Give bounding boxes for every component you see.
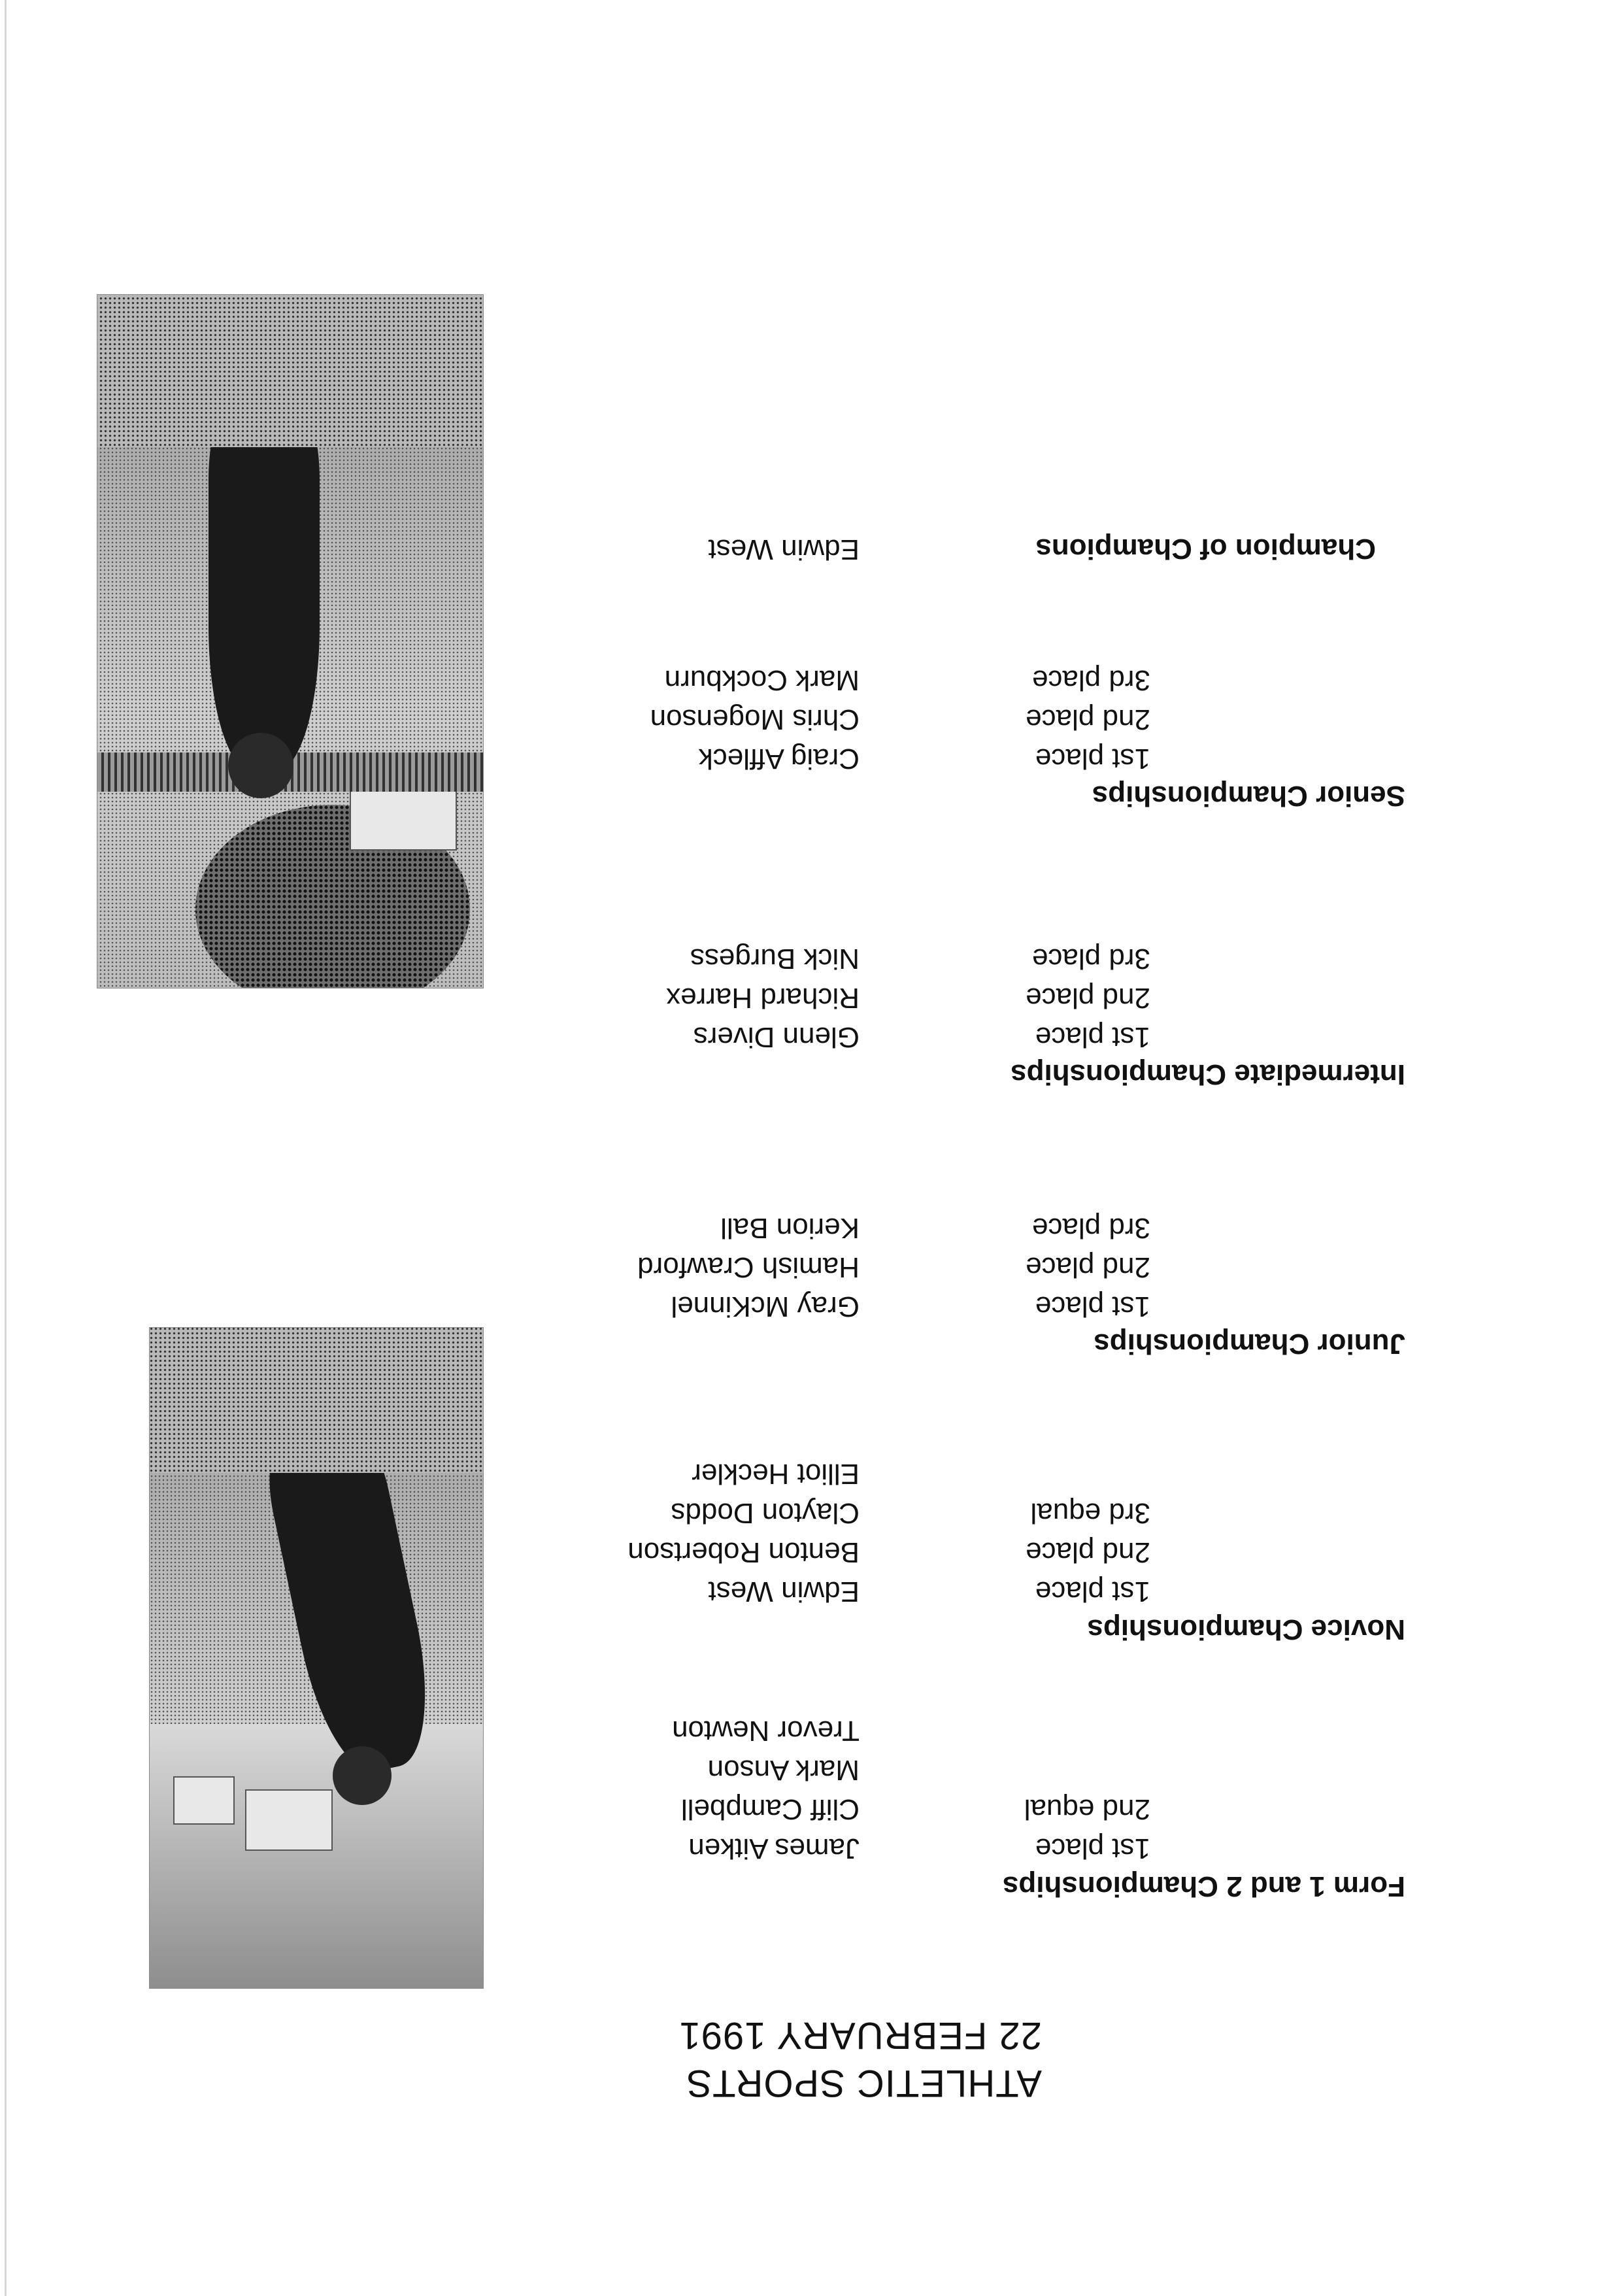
athlete-name: Nick Burgess [690,943,860,975]
names-novice [627,1454,860,1611]
place-label: 2nd place [1026,982,1150,1014]
place-label: 2nd equal [1024,1793,1150,1825]
page-header [678,2014,1042,2105]
athlete-name: Edwin West [708,533,860,566]
athlete-name: Mark Anson [707,1754,860,1786]
places-intermediate [1026,939,1150,1056]
athlete-name: Mark Cockburn [664,664,860,696]
names-senior [650,660,860,778]
athlete-name: Clayton Dodds [671,1497,860,1529]
photo-sky [150,1724,483,1988]
names-intermediate [666,939,860,1056]
section-heading-form-1-2: Form 1 and 2 Championships [1002,1870,1405,1902]
athlete-name: Edwin West [708,1576,860,1608]
place-label: 2nd place [1026,1536,1150,1568]
section-heading-champion-of-champions: Champion of Champions [1035,533,1376,565]
athlete-name: Hamish Crawford [637,1251,860,1283]
photo-track [97,295,483,447]
athlete-name: Benton Robertson [627,1536,860,1568]
places-junior [1026,1208,1150,1326]
page-title: ATHLETIC SPORTS [686,2062,1042,2104]
athlete-name: Richard Harrex [666,982,860,1014]
photo-athlete-head [228,733,293,798]
photo-building [350,789,457,851]
athlete-name: James Aitken [688,1832,860,1865]
sprinter-photo [97,294,484,988]
place-label: 3rd place [1031,1212,1150,1244]
athlete-name: Elliot Heckler [692,1458,860,1490]
place-label: 1st place [1035,1021,1150,1053]
place-label: 1st place [1035,1832,1150,1865]
athlete-name: Cliff Campbell [680,1793,860,1825]
athlete-name: Kerion Ball [720,1212,860,1244]
places-novice [1026,1493,1150,1611]
athlete-name: Glenn Divers [693,1021,860,1053]
photo-ground [150,1328,483,1473]
athlete-name: Craig Affleck [698,743,860,775]
section-heading-intermediate: Intermediate Championships [1011,1058,1405,1090]
place-label: 1st place [1035,1576,1150,1608]
photo-athlete-silhouette [209,406,320,772]
photo-athlete-head [333,1746,392,1805]
names-form-1-2 [672,1711,860,1868]
place-label: 3rd equal [1030,1497,1150,1529]
section-heading-junior: Junior Championships [1094,1328,1405,1360]
athlete-name: Chris Mogenson [650,703,860,735]
place-label: 3rd place [1031,664,1150,696]
names-champion-of-champions [709,530,860,569]
place-label: 2nd place [1026,703,1150,735]
names-junior [637,1208,860,1326]
place-label: 1st place [1035,1291,1150,1323]
places-senior [1026,660,1150,778]
section-heading-senior: Senior Championships [1092,780,1405,812]
high-jump-photo [149,1327,484,1989]
places-form-1-2 [1024,1789,1150,1868]
place-label: 3rd place [1031,943,1150,975]
photo-building [245,1789,333,1851]
page-date: 22 FEBRUARY 1991 [678,2014,1042,2057]
place-label: 1st place [1035,743,1150,775]
section-heading-novice: Novice Championships [1087,1613,1405,1646]
athlete-name: Gray McKinnel [671,1291,860,1323]
photo-building [173,1776,235,1825]
athlete-name: Trevor Newton [672,1715,860,1747]
place-label: 2nd place [1026,1251,1150,1283]
scan-edge-divider [5,0,7,2296]
